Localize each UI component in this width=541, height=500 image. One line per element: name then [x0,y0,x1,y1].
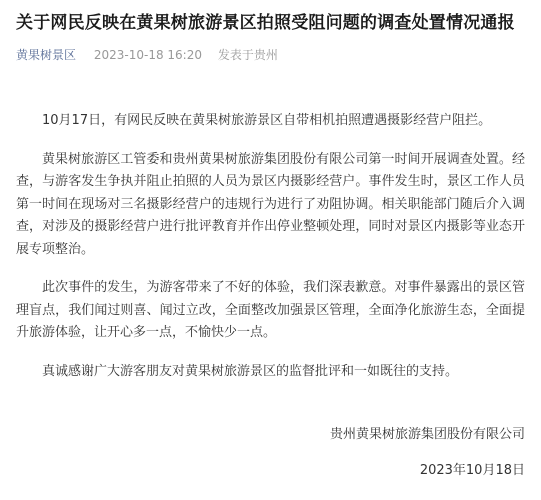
publish-location: 发表于贵州 [217,48,278,62]
article-body [16,110,525,383]
signature-organization: 贵州黄果树旅游集团股份有限公司 [329,427,525,442]
article-meta [16,46,525,64]
paragraph-3: 此次事件的发生，为游客带来了不好的体验，我们深表歉意。对事件暴露出的景区管理盲点，我们闻过则喜、闻过立改，全面整改加强景区管理，全面净化旅游生态，全面提升旅游体验，让开心多一点，不愉快少一点。 [16,280,525,340]
account-name-link[interactable]: 黄果树景区 [16,48,77,62]
signature-date: 2023年10月18日 [419,463,525,478]
article-title: 关于网民反映在黄果树旅游景区拍照受阻问题的调查处置情况通报 [16,13,515,33]
publish-time: 2023-10-18 16:20 [93,48,202,62]
paragraph-4: 真诚感谢广大游客朋友对黄果树旅游景区的监督批评和一如既往的支持。 [42,363,459,379]
paragraph-2: 黄果树旅游区工管委和贵州黄果树旅游集团股份有限公司第一时间开展调查处置。经查，与游客发生争执并阻止拍照的人员为景区内摄影经营户。事件发生时，景区工作人员第一时间在现场对三名摄影经营户的违规行为进行了劝阻协调。相关职能部门随后介入调查，对涉及的摄影经营户进行批评教育并作出停业整顿处理，同时对景区内摄影等业态开展专项整治。 [16,151,525,257]
paragraph-1: 10月17日，有网民反映在黄果树旅游景区自带相机拍照遭遇摄影经营户阻拦。 [42,113,492,128]
